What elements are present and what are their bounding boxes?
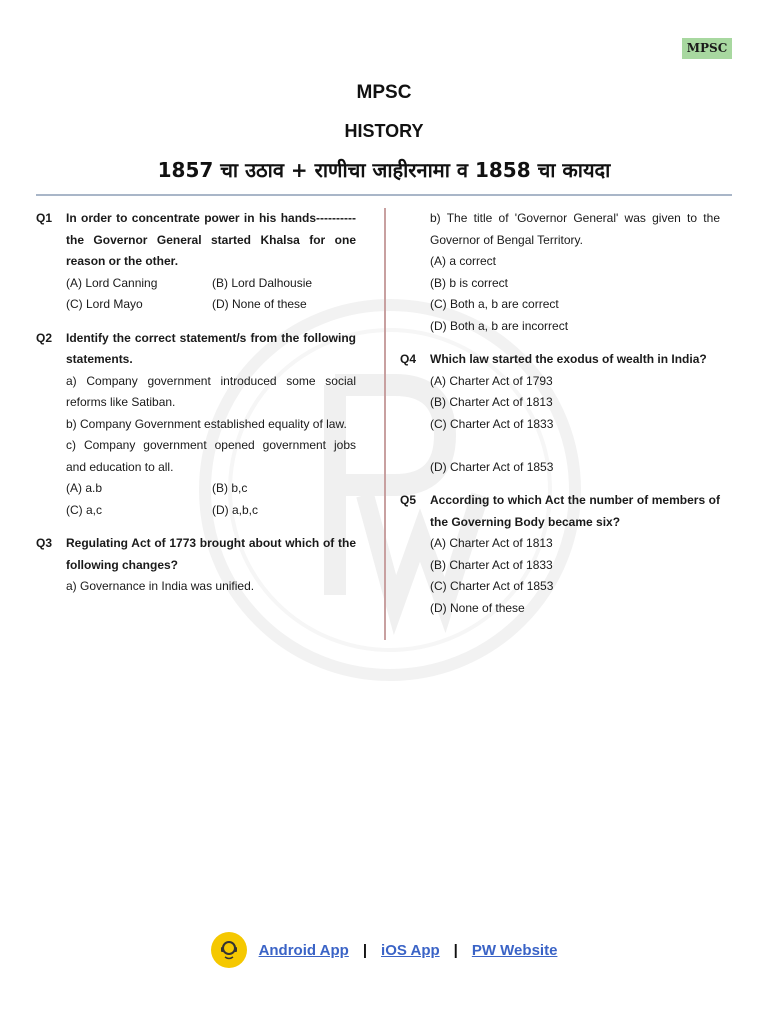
blank-gap bbox=[430, 435, 720, 457]
option-c: (C) Both a, b are correct bbox=[430, 297, 559, 311]
column-divider bbox=[384, 208, 386, 640]
options bbox=[66, 478, 356, 521]
statement-a: a) Company government introduced some social reforms like Satiban. bbox=[66, 373, 356, 409]
question-3-continued bbox=[400, 208, 720, 337]
question-4 bbox=[400, 349, 720, 478]
header-rule bbox=[36, 194, 732, 196]
options bbox=[66, 273, 356, 316]
page-title: MPSC bbox=[356, 82, 412, 103]
question-3 bbox=[36, 533, 356, 598]
pw-website-link[interactable]: PW Website bbox=[471, 941, 558, 959]
option-a: (A) a.b bbox=[66, 481, 103, 495]
ios-app-link[interactable]: iOS App bbox=[381, 941, 440, 959]
option-d: (D) Charter Act of 1853 bbox=[430, 459, 554, 474]
statement-b: b) The title of 'Governor General' was given to the Governor of Bengal Territory. bbox=[430, 211, 720, 247]
question-number: Q4 bbox=[400, 352, 417, 366]
option-c: (C) a,c bbox=[66, 502, 102, 517]
option-c: (C) Charter Act of 1833 bbox=[430, 416, 554, 431]
option-a: (A) Charter Act of 1793 bbox=[430, 373, 553, 388]
question-text: According to which Act the number of members of the Governing Body became six? bbox=[430, 493, 720, 529]
right-column bbox=[400, 208, 720, 631]
option-b: (B) b is correct bbox=[430, 275, 509, 290]
option-c: (C) Charter Act of 1853 bbox=[430, 579, 554, 593]
question-number: Q5 bbox=[400, 493, 417, 507]
customer-service-logo-icon bbox=[211, 932, 247, 968]
separator: | bbox=[453, 941, 458, 959]
left-column bbox=[36, 208, 356, 610]
option-b: (B) Charter Act of 1813 bbox=[430, 395, 553, 409]
topic-title: 1857 चा उठाव + राणीचा जाहीरनामा व 1858 चा कायदा bbox=[157, 158, 611, 182]
question-5 bbox=[400, 490, 720, 619]
option-d: (D) None of these bbox=[430, 600, 525, 615]
question-text: Which law started the exodus of wealth in India? bbox=[430, 352, 707, 366]
separator: | bbox=[362, 941, 368, 959]
exam-badge: MPSC bbox=[682, 38, 732, 59]
option-d: (D) a,b,c bbox=[212, 502, 259, 517]
question-number: Q2 bbox=[36, 330, 53, 345]
question-text: In order to concentrate power in his hands---------- the Governor General started Khalsa for one reason or the other. bbox=[66, 211, 356, 268]
question-2 bbox=[36, 328, 356, 522]
question-number: Q1 bbox=[36, 211, 53, 225]
statement-a: a) Governance in India was unified. bbox=[66, 579, 255, 593]
footer-links bbox=[0, 930, 768, 970]
question-number: Q3 bbox=[36, 536, 53, 550]
option-d: (D) None of these bbox=[212, 297, 307, 311]
question-text: Regulating Act of 1773 brought about which of the following changes? bbox=[66, 536, 356, 572]
android-app-link[interactable]: Android App bbox=[258, 941, 349, 959]
option-a: (A) Charter Act of 1813 bbox=[430, 536, 553, 550]
option-b: (B) Charter Act of 1833 bbox=[430, 557, 553, 572]
option-d: (D) Both a, b are incorrect bbox=[430, 318, 569, 333]
statement-b: b) Company Government established equality of law. bbox=[66, 416, 347, 431]
option-c: (C) Lord Mayo bbox=[66, 297, 143, 311]
statement-c: c) Company government opened government jobs and education to all. bbox=[66, 438, 356, 474]
option-a: (A) Lord Canning bbox=[66, 275, 158, 290]
option-b: (B) b,c bbox=[212, 481, 248, 495]
option-b: (B) Lord Dalhousie bbox=[212, 275, 313, 290]
question-1 bbox=[36, 208, 356, 316]
question-text: Identify the correct statement/s from the following statements. bbox=[66, 330, 356, 366]
option-a: (A) a correct bbox=[430, 254, 497, 268]
subject-title: HISTORY bbox=[344, 121, 424, 141]
